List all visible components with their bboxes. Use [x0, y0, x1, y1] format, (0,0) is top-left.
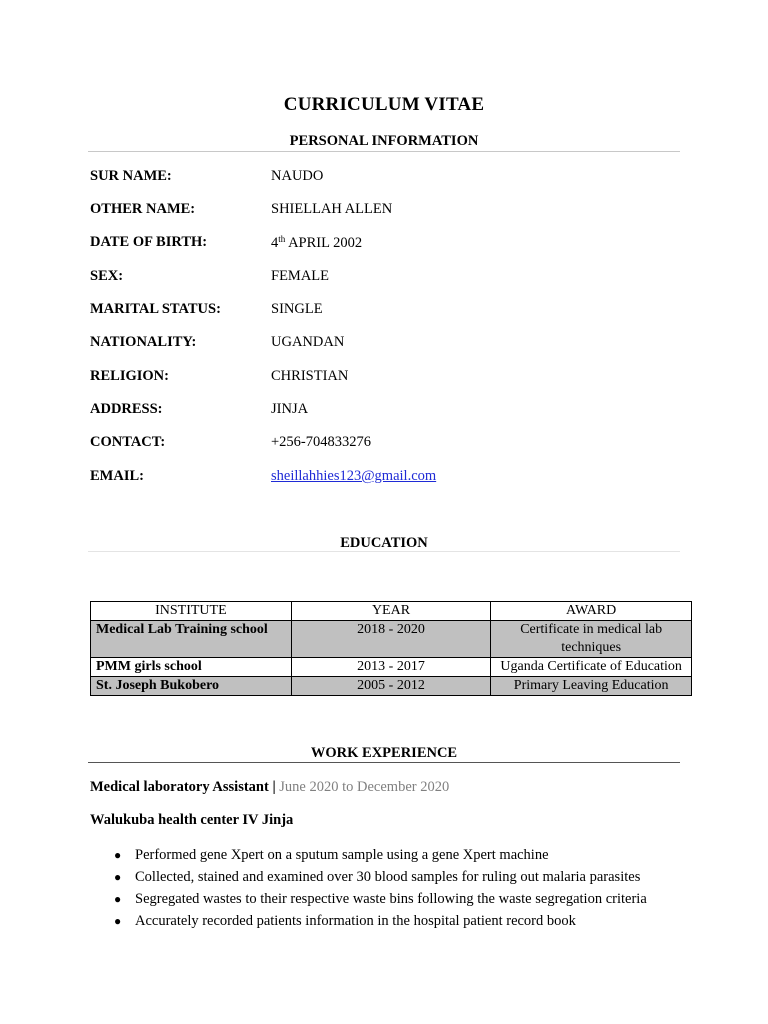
- cell-year: 2013 - 2017: [291, 658, 491, 677]
- field-value: [271, 468, 436, 485]
- cell-institute: PMM girls school: [91, 658, 292, 677]
- field-value: NAUDO: [271, 168, 324, 184]
- list-item: [90, 911, 690, 933]
- employer-name: Walukuba health center IV Jinja: [90, 812, 294, 828]
- cell-award: Certificate in medical lab techniques: [491, 621, 692, 658]
- field-label: ADDRESS:: [90, 401, 163, 417]
- duty-text: Performed gene Xpert on a sputum sample using a gene Xpert machine: [135, 847, 549, 863]
- field-contact: [90, 434, 680, 454]
- table-row: [91, 658, 692, 677]
- field-label: NATIONALITY:: [90, 334, 197, 350]
- field-other-name: [90, 201, 680, 221]
- list-item: [90, 889, 690, 911]
- field-nationality: [90, 334, 680, 354]
- table-row: [91, 677, 692, 696]
- bullet-icon: ●: [114, 892, 122, 906]
- field-label: MARITAL STATUS:: [90, 301, 221, 317]
- cell-institute: St. Joseph Bukobero: [91, 677, 292, 696]
- work-experience-heading: WORK EXPERIENCE: [310, 745, 458, 761]
- field-value: SINGLE: [271, 301, 323, 317]
- duty-text: Collected, stained and examined over 30 blood samples for ruling out malaria parasites: [135, 869, 641, 885]
- field-value: UGANDAN: [271, 334, 345, 350]
- field-value: +256-704833276: [271, 434, 372, 450]
- education-table: [90, 601, 692, 696]
- dob-suffix: th: [278, 234, 286, 244]
- education-heading: EDUCATION: [340, 535, 428, 551]
- dob-day: 4: [271, 235, 279, 251]
- list-item: [90, 867, 690, 889]
- work-experience-divider: [88, 762, 680, 763]
- bullet-icon: ●: [114, 870, 122, 884]
- job-title: Medical laboratory Assistant: [90, 779, 269, 795]
- document-title: CURRICULUM VITAE: [283, 94, 485, 115]
- dob-rest: APRIL 2002: [285, 235, 363, 251]
- bullet-icon: ●: [114, 914, 122, 928]
- duties-list: [90, 845, 690, 933]
- field-date-of-birth: [90, 234, 680, 254]
- field-label: RELIGION:: [90, 368, 169, 384]
- field-surname: [90, 168, 680, 188]
- education-divider: [88, 551, 680, 552]
- column-header-award: AWARD: [491, 602, 692, 621]
- job-separator: |: [268, 779, 280, 795]
- column-header-institute: INSTITUTE: [91, 602, 292, 621]
- cell-year: 2005 - 2012: [291, 677, 491, 696]
- field-label: SEX:: [90, 268, 124, 284]
- list-item: [90, 845, 690, 867]
- table-row: [91, 621, 692, 658]
- field-value: SHIELLAH ALLEN: [271, 201, 393, 217]
- personal-info-heading: PERSONAL INFORMATION: [289, 133, 479, 149]
- duty-text: Segregated wastes to their respective waste bins following the waste segregation criteria: [135, 891, 647, 907]
- field-marital-status: [90, 301, 680, 321]
- field-value: JINJA: [271, 401, 309, 417]
- field-label: EMAIL:: [90, 468, 144, 484]
- field-email: [90, 468, 680, 488]
- field-value: CHRISTIAN: [271, 368, 349, 384]
- job-title-line: [90, 779, 449, 796]
- field-value: [271, 234, 362, 252]
- field-religion: [90, 368, 680, 388]
- field-label: DATE OF BIRTH:: [90, 234, 208, 250]
- cell-institute: Medical Lab Training school: [91, 621, 292, 658]
- field-address: [90, 401, 680, 421]
- field-value: FEMALE: [271, 268, 329, 284]
- field-label: CONTACT:: [90, 434, 166, 450]
- bullet-icon: ●: [114, 848, 122, 862]
- job-dates: June 2020 to December 2020: [279, 779, 450, 795]
- cell-year: 2018 - 2020: [291, 621, 491, 658]
- table-header-row: [91, 602, 692, 621]
- field-label: OTHER NAME:: [90, 201, 196, 217]
- column-header-year: YEAR: [291, 602, 491, 621]
- field-label: SUR NAME:: [90, 168, 172, 184]
- duty-text: Accurately recorded patients information in the hospital patient record book: [135, 913, 576, 929]
- cell-award: Primary Leaving Education: [491, 677, 692, 696]
- email-link[interactable]: sheillahhies123@gmail.com: [271, 468, 437, 484]
- field-sex: [90, 268, 680, 288]
- personal-info-divider: [88, 151, 680, 152]
- cell-award: Uganda Certificate of Education: [491, 658, 692, 677]
